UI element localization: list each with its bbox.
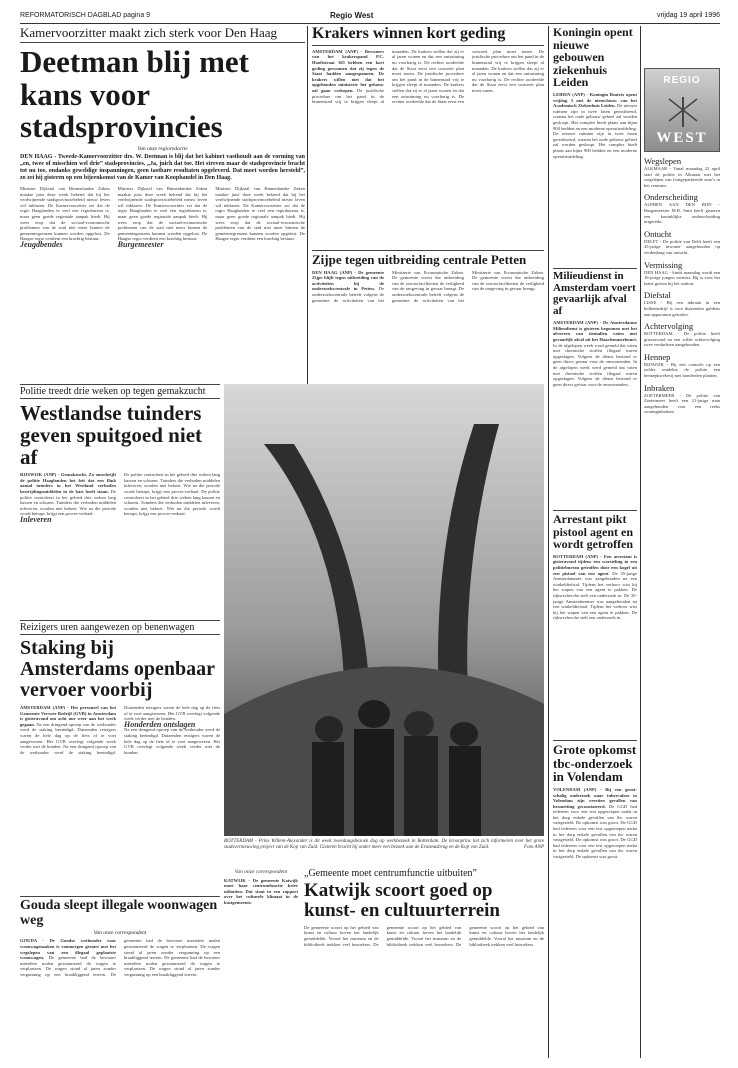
article-headline: Arrestant pikt pistool agent en wordt getroffen	[553, 510, 637, 551]
article-lead: AMSTERDAM (ANP) - De Amsterdamse Milieudienst is gisteren begonnen met het afvoeren van tientallen vaten met gevaarlijk afval uit het Haarlemmerbuurt.	[553, 320, 637, 342]
article-byline: Van onze regioredactie	[137, 145, 188, 152]
logo-text-top: REGIO	[663, 75, 701, 86]
article-body-text: De nieuwe ruimten zijn in twee fasen gerealiseerd, waarna het oude gebouw geheel zal worden gesloopt. Het complex biedt plaats aan bijna 900 bedden en een moderne operatieafdeling.	[553, 131, 637, 159]
article-body	[312, 49, 544, 105]
article-body-text: De politie controleert in het gebied drie weken lang kassen en schuren. Tuinders die verboden middelen inleveren, worden niet beboet. Wie na die periode wordt betrapt, krijgt een proces-verbaal.	[20, 488, 116, 517]
article-body-text: De 35-jarige Amsterdammer was aangehouden na een winkeldiefstal. Tijdens het verhoor wist hij het wapen van een agent te pakken. De rijksrecherche stelt een onderzoek in.	[553, 570, 637, 598]
sidebar-item-text: ZOETERMEER - De politie van Zoetermeer heeft een 21-jarige man aangehouden voor een reeks woninginbraken.	[644, 392, 720, 415]
sidebar-item-title: Onderscheiding	[644, 192, 698, 203]
article-body	[20, 938, 220, 977]
article-body-text: De 35-jarige Amsterdammer was aangehouden na een winkeldiefstal. Tijdens het verhoor wist hij het wapen van een agent te pakken. De rijksrecherche stelt een onderzoek in.	[553, 592, 637, 621]
paper-name: REFORMATORISCH DAGBLAD pagina 9	[20, 12, 151, 19]
sidebar-item-text: LISSE - Bij een inbraak in een bollenbedrijf is voor duizenden guldens aan apparatuur gestolen.	[644, 300, 720, 317]
article-lead: AMSTERDAM (ANP) - Het personeel van het Gemeente Vervoer Bedrijf (GVB) in Amsterdam is gisteravond om acht uur weer aan het werk gegaan.	[20, 705, 116, 727]
article-body-text: De politie controleert in het gebied drie weken lang kassen en schuren. Tuinders die verboden middelen inleveren, worden niet beboet. Wie na die periode wordt betrapt, krijgt een proces-verbaal.	[124, 472, 220, 494]
caption-text: ROTTERDAM - Prins Willem-Alexander is dit week tweedaagsbezoek dag op werkbezoek in Rotterdam. De kroonprins liet zich informeren over het grote stadsvernieuwing project van de Kop van Zuid. Gisteren bracht hij onder meer een bezoek aan de Erasmusbrug en de Kop van Zuid.	[224, 839, 544, 850]
article-body	[553, 554, 637, 621]
article-body	[553, 320, 637, 387]
issue-date: vrijdag 19 april 1996	[656, 12, 720, 19]
article-body	[20, 472, 220, 522]
article-body-text: De GGD had iedereen voor een test opgeroepen nadat in het dorp enkele gevallen van tbc waren vastgesteld. De opkomst was groot.	[553, 820, 637, 843]
article-body	[304, 925, 544, 947]
article-lead: GOUDA - De Goudse wethouder voor woonwagenzaken is vanmorgen gestart met het wegslepen van een illegaal geplaatste woonwagen.	[20, 938, 116, 961]
article-body-text: De juridische procedure om het pand in de binnenstad vrij te krijgen sleept al maanden. De krakers stellen dat zij er al jaren wonen en dat een ontruiming nu voorbarig is. De rechter oordeelde dat de Staat eerst een concreet plan moet tonen.	[472, 48, 544, 93]
article-body-text: De gemeente scoort op het gebied van kunst en cultuur boven het landelijk gemiddelde. Vooral het museum en de bibliotheek trekken veel bezoekers.	[373, 924, 462, 947]
article-body-text: De gemeente had de bewoner meerdere malen gesommeerd de wagen te verplaatsen. De wagen stond al jaren zonder vergunning op een braakliggend terrein.	[20, 955, 116, 977]
article-lead: KATWIJK - De gemeente Katwijk moet haar centrumfunctie beter uitbuiten. Dat staat in een rapport over het culturele klimaat in de kustgemeente.	[224, 877, 298, 905]
sidebar-list	[644, 156, 720, 415]
article-zijpe	[312, 250, 544, 382]
article-koningin	[553, 26, 637, 262]
article-body-text: De gemeente had de bewoner meerdere malen gesommeerd de wagen te verplaatsen. De wagen stond al jaren zonder vergunning op een braakliggend terrein.	[124, 955, 220, 977]
article-lead: RIJSWIJK (ANP) - Gemakzucht. Zo omschrijft de politie Haaglanden het feit dat een flink aantal tuinders in het Westland verboden bestrijdingsmiddelen in de kast heeft staan.	[20, 472, 116, 494]
article-kicker: Reizigers uren aangewezen op benenwagen	[20, 620, 220, 635]
sidebar-item-title: Ontucht	[644, 228, 672, 239]
windmill-icon	[645, 91, 720, 131]
article-body-text: De nieuwe ruimten zijn in twee fasen gerealiseerd, waarna het oude gebouw geheel zal worden gesloopt. Het complex biedt plaats aan bijna 900 bedden en een moderne operatieafdeling.	[553, 103, 637, 131]
article-westland	[20, 384, 220, 616]
article-body-text: Na een dringend oproep van de wethouder werd de staking beeindigd. Duizenden reizigers waren de hele dag op de fiets of te voet aangewezen. Het GVB overlegt volgende week verder met de bonden.	[20, 721, 116, 750]
article-body-text: De juridische procedure om het pand in de binnenstad vrij te krijgen sleept al maanden. De krakers stellen dat zij er al jaren wonen en dat een ontruiming nu voorbarig is. De rechter oordeelde dat de Staat eerst een concreet plan moet tonen.	[392, 48, 533, 105]
katwijk-intro	[224, 868, 298, 947]
article-headline: Koningin opent nieuwe gebouwen ziekenhuis Leiden	[553, 26, 633, 90]
article-kicker: Politie treedt drie weken op tegen gemakzucht	[20, 384, 220, 399]
article-arrestant	[553, 510, 637, 734]
article-body-text: De gemeente scoort op het gebied van kunst en cultuur boven het landelijk gemiddelde. Vooral het museum en de bibliotheek trekken veel bezoekers.	[455, 924, 544, 947]
article-kicker: Kamervoorzitter maakt zich sterk voor Den Haag	[20, 26, 305, 43]
article-subhead: Burgemeester	[117, 239, 164, 249]
photo-caption	[224, 839, 544, 851]
sidebar-news-item	[644, 156, 720, 188]
sidebar-item-title: Wegslepen	[644, 156, 682, 166]
article-opkomst	[553, 740, 637, 1058]
article-body-text: De gemeente scoort op het gebied van kunst en cultuur boven het landelijk gemiddelde. Vooral het museum en de bibliotheek trekken veel bezoekers.	[304, 924, 379, 947]
article-body-text: De onderzoekscentrale betreft volgens de gemeente de activiteiten van het Ministerie van Economische Zaken. De gemeente vreest dat uitbreiding van de reactorfaciliteiten de veiligheid van de omgeving in gevaar brengt.	[392, 269, 544, 303]
article-body-text: De politie controleert in het gebied drie weken lang kassen en schuren. Tuinders die verboden middelen inleveren, worden niet beboet. Wie na die periode wordt betrapt, krijgt een proces-verbaal.	[124, 488, 220, 517]
sidebar-item-title: Achtervolging	[644, 321, 694, 332]
section-name: Regio West	[330, 11, 374, 20]
article-byline: Van onze correspondent	[93, 930, 147, 937]
article-krakers	[312, 26, 544, 244]
article-body-text: De onderzoekscentrale betreft volgens de gemeente de activiteiten van het Ministerie van Economische Zaken. De gemeente vreest dat uitbreiding van de reactorfaciliteiten de veiligheid van de omgeving in gevaar brengt.	[312, 269, 464, 303]
article-body	[553, 92, 637, 159]
article-subhead: Honderden ontslagen	[124, 719, 196, 729]
regio-west-logo	[644, 68, 720, 152]
sidebar-news-item	[644, 260, 720, 287]
article-gouda	[20, 896, 220, 1058]
photo-credit: Foto ANP	[523, 845, 544, 850]
article-body	[20, 705, 220, 755]
article-lead: AMSTERDAM (ANP) - Bewoners van het krakerspand P.C. Hooftstraat 165 hebben een kort geding gewonnen dat zij tegen de Staat hadden aangespannen. De krakers willen niet dat het opgehouden ministerie het gebouw zal gaan verkopen.	[312, 48, 384, 93]
sidebar-news-item	[644, 290, 720, 317]
sidebar-item-text: DEN HAAG - Sinds maandag wordt een 16-jarige jongen vermist. Hij is voor het laatst gezien bij het station.	[644, 269, 720, 286]
article-body-text: Minister Dijkstal van Binnenlandse Zaken maakte juist deze week bekend dat hij het verdwijnende stadsprovinciebeleid nieuw leven wil inblazen. De Kamervoorzitter zei dat de regio Haaglanden te veel een regiobureau is, maar geen goede regionale aanpak biedt. Hij wees erop dat de sociaal-economische problemen van de stad niet meer binnen de gemeentegrenzen kunnen worden opgelost. De Haagse regio verdient een krachtig bestuur.	[215, 185, 305, 242]
article-byline: Van onze correspondent	[234, 869, 288, 875]
article-staking	[20, 620, 220, 892]
sidebar-news-item	[644, 229, 720, 256]
article-lead: DEN HAAG (ANP) - De gemeente Zijpe blijft tegen uitbreiding van de activiteiten bij de onderzoekscentrale in Petten.	[312, 269, 384, 292]
article-subhead: Jeugdbendes	[20, 239, 63, 249]
article-body	[312, 270, 544, 304]
article-subhead: Inleveren	[20, 514, 52, 524]
article-body	[20, 186, 305, 248]
article-headline: Katwijk scoort goed op kunst- en cultuurterrein	[304, 880, 500, 921]
sidebar-item-text: ALPHEN AAN DEN RIJN - Burgemeester M.B. Smit heeft gisteren een koninklijke onderscheiding uitgereikt.	[644, 202, 720, 225]
article-lead: VOLENDAM (ANP) - Bij een groot-schalig onderzoek naar tuberculose in Volendam zijn veertien gevallen van besmetting geconstateerd.	[553, 786, 637, 809]
article-headline: Deetman blij met kans voor stadsprovincies	[20, 44, 249, 145]
article-body-text: De GGD had iedereen voor een test opgeroepen nadat in het dorp enkele gevallen van tbc waren vastgesteld. De opkomst was groot.	[553, 803, 637, 826]
sidebar-item-text: RIJSWIJK - Bij een controle op een zolder ontdekte de politie een hennepkwekerij met honderden planten.	[644, 361, 720, 379]
article-headline: Westlandse tuinders geven spuitgoed niet af	[20, 401, 203, 470]
sidebar-item-title: Hennep	[644, 351, 671, 362]
logo-text-bottom: WEST	[656, 130, 708, 146]
article-body-text: De GGD had iedereen voor een test opgeroepen nadat in het dorp enkele gevallen van tbc waren vastgesteld. De opkomst was groot.	[553, 837, 637, 860]
article-lead: ROTTERDAM (ANP) - Een arrestant is gisteravond tijdens een worsteling in een politiebureau getroffen door een kogel uit een pistool van een agent.	[553, 553, 637, 576]
sidebar-item-title: Inbraken	[644, 382, 675, 393]
article-headline: Staking bij Amsterdams openbaar vervoer voorbij	[20, 637, 215, 701]
sidebar-news-item	[644, 352, 720, 379]
article-body-text: Na een dringend oproep van de wethouder werd de staking beeindigd. Duizenden reizigers waren de hele dag op de fiets of te voet aangewezen. Het GVB overlegt volgende week verder met de bonden.	[20, 705, 220, 755]
article-lead: LEIDEN (ANP) - Koningin Beatrix opent vrijdag 3 mei de nieuwbouw van het Academisch Ziekenhuis Leiden.	[553, 91, 637, 109]
article-kicker: „Gemeente moet centrumfunctie uitbuiten”	[304, 868, 477, 879]
sidebar-item-text: ALKMAAR - Vanaf maandag 22 april start de politie in Alkmaar met het wegslepen van foutgeparkeerde auto's in het centrum.	[644, 166, 720, 188]
article-milieu	[553, 268, 637, 504]
sidebar-news-item	[644, 192, 720, 224]
news-photo	[224, 384, 544, 864]
regio-sidebar	[644, 68, 720, 1058]
article-headline: Gouda sleept illegale woonwagen weg	[20, 896, 220, 928]
article-body-text: In de afgelopen week werd gemeld dat vaten met chemische stoffen illegaal waren opgeslagen. Volgens de dienst bestond er geen direct gevaar voor de omwonenden.	[553, 342, 637, 365]
sidebar-news-item	[644, 321, 720, 348]
article-headline: Zijpe tegen uitbreiding centrale Petten	[312, 250, 544, 267]
sidebar-item-text: ROTTERDAM - De politie heeft gisteravond na een wilde achtervolging twee verdachten aangehouden.	[644, 331, 720, 348]
sidebar-item-title: Diefstal	[644, 290, 671, 301]
article-body-text: In de afgelopen week werd gemeld dat vaten met chemische stoffen illegaal waren opgeslagen. Volgens de dienst bestond er geen direct gevaar voor de omwonenden.	[553, 359, 637, 387]
sidebar-item-text: DELFT - De politie van Delft heeft een 43-jarige inwoner aangehouden op verdenking van ontucht.	[644, 238, 720, 255]
running-head	[20, 10, 720, 24]
sidebar-item-title: Vermissing	[644, 259, 683, 270]
article-body-text: Minister Dijkstal van Binnenlandse Zaken maakte juist deze week bekend dat hij het verdwijnende stadsprovinciebeleid nieuw leven wil inblazen. De Kamervoorzitter zei dat de regio Haaglanden te veel een regiobureau is, maar geen goede regionale aanpak biedt. Hij wees erop dat de sociaal-economische problemen van de stad niet meer binnen de gemeentegrenzen kunnen worden opgelost. De Haagse regio verdient een krachtig bestuur.	[117, 185, 208, 242]
article-body	[553, 787, 637, 860]
sidebar-news-item	[644, 383, 720, 415]
photo-image	[224, 384, 544, 836]
article-body-text: De juridische procedure om het pand in de binnenstad vrij te krijgen sleept al maanden. De krakers stellen dat zij er al jaren wonen en dat een ontruiming nu voorbarig is. De rechter oordeelde dat de Staat eerst een concreet plan moet tonen.	[312, 48, 464, 105]
article-body-text: Na een dringend oproep van de wethouder werd de staking beeindigd. Duizenden reizigers waren de hele dag op de fiets of te voet aangewezen. Het GVB overlegt volgende week verder met de bonden.	[124, 727, 220, 755]
article-lead: DEN HAAG - Tweede-Kamervoorzitter drs. W. Deetman is blij dat het kabinet vasthoudt aan de vorming van „en, twee of misschien wel drie” stadsprovincies. „Ja, juich dat toe. Het streven maar de stadsprovincie bracht tot nu toe, ondanks geweldige inspanningen, geen tastbare resultaten opgeleverd. Dat moet worden hersteld”, zo zei hij gisteren op een bijeenkomst van de Kamer van Koophandel in Den Haag.	[20, 153, 305, 181]
article-body-text: De gemeente had de bewoner meerdere malen gesommeerd de wagen te verplaatsen. De wagen stond al jaren zonder vergunning op een braakliggend terrein.	[110, 938, 220, 977]
article-headline: Grote opkomst tbc-onderzoek in Volendam	[553, 742, 637, 785]
article-katwijk	[224, 868, 544, 1058]
article-body-text: Minister Dijkstal van Binnenlandse Zaken maakte juist deze week bekend dat hij het verdwijnende stadsprovinciebeleid nieuw leven wil inblazen. De Kamervoorzitter zei dat de regio Haaglanden te veel een regiobureau is, maar geen goede regionale aanpak biedt. Hij wees erop dat de sociaal-economische problemen van de stad niet meer binnen de gemeentegrenzen kunnen worden opgelost. De Haagse regio verdient een krachtig bestuur.	[20, 185, 110, 242]
article-headline: Krakers winnen kort geding	[312, 26, 544, 46]
article-deetman	[20, 26, 305, 378]
article-headline: Milieudienst in Amsterdam voert gevaarlijk afval af	[553, 270, 636, 317]
